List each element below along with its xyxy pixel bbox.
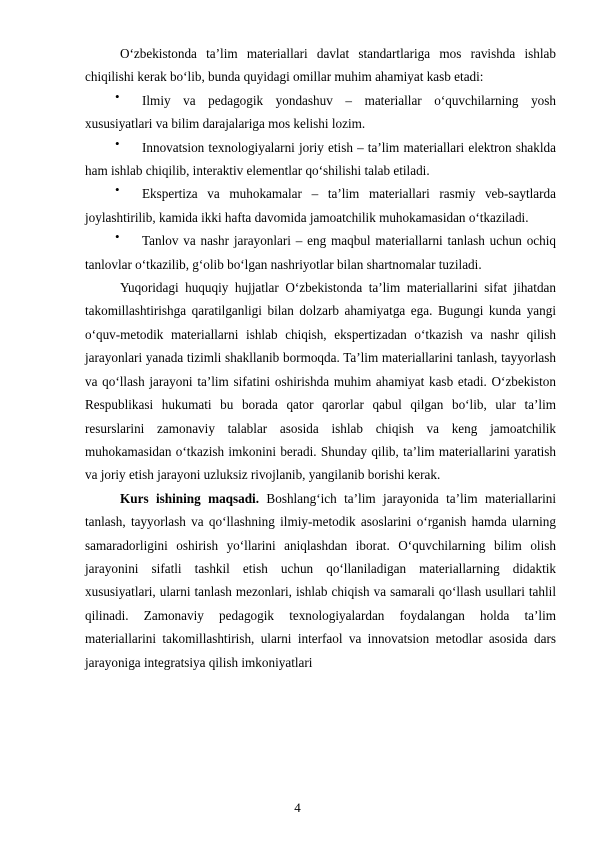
paragraph-course-goal bbox=[85, 487, 556, 674]
paragraph-legal-documents: Yuqoridagi huquqiy hujjatlar O‘zbekistonda ta’lim materiallarini sifat jihatdan takomillashtirishga qaratilganligi bilan dolzarb ahamiyatga ega. Bugungi kunda yangi o‘quv-metodik materiallarni ishlab chiqish, ekspertizadan o‘tkazish va nashr qilish jarayonlari yanada tizimli shakllanib bormoqda. Ta’lim materiallarini tanlash, tayyorlash va qo‘llash jarayoni ta’lim sifatini oshirishda muhim ahamiyat kasb etadi. O‘zbekiston Respublikasi hukumati bu borada qator qarorlar qabul qilgan bo‘lib, ular ta’lim resurslarini zamonaviy talablar asosida ishlab chiqish va keng jamoatchilik muhokamasidan o‘tkazish imkonini beradi. Shunday qilib, ta’lim materiallarini yaratish va joriy etish jarayoni uzluksiz rivojlanib, yangilanib borishi kerak. bbox=[85, 280, 556, 483]
course-goal-text: Boshlang‘ich ta’lim jarayonida ta’lim materiallarini tanlash, tayyorlash va qo‘llashning ilmiy-metodik asoslarini o‘rganish hamda ularning samaradorligini oshirish yo‘llarini aniqlashdan iborat. O‘quvchilarning bilim olish jarayonini sifatli tashkil etish uchun qo‘llaniladigan materiallarning didaktik xususiyatlari, ularni tanlash mezonlari, ishlab chiqish va samarali qo‘llash usullari tahlil qilinadi. Zamonaviy pedagogik texnologiyalardan foydalangan holda ta’lim materiallarini takomillashtirish, ularni interfaol va innovatsion metodlar asosida dars jarayoniga integratsiya qilish imkoniyatlari bbox=[85, 490, 557, 670]
list-item: • Innovatsion texnologiyalarni joriy etish – ta’lim materiallari elektron shaklda ham ishlab chiqilib, interaktiv elementlar qo‘shilishi talab etiladi. bbox=[85, 136, 556, 183]
course-goal-heading: Kurs ishining maqsadi. bbox=[120, 490, 260, 506]
list-item: • Ilmiy va pedagogik yondashuv – materiallar o‘quvchilarning yosh xususiyatlari va bilim darajalariga mos kelishi lozim. bbox=[85, 89, 556, 136]
list-item-text: Tanlov va nashr jarayonlari – eng maqbul materiallarni tanlash uchun ochiq tanlovlar o‘tkazilib, g‘olib bo‘lgan nashriyotlar bilan shartnomalar tuziladi. bbox=[85, 233, 556, 272]
list-item: • Ekspertiza va muhokamalar – ta’lim materiallari rasmiy veb-saytlarda joylashtirilib, kamida ikki hafta davomida jamoatchilik muhokamasidan o‘tkaziladi. bbox=[85, 182, 556, 229]
list-item: • Tanlov va nashr jarayonlari – eng maqbul materiallarni tanlash uchun ochiq tanlovlar o‘tkazilib, g‘olib bo‘lgan nashriyotlar bilan shartnomalar tuziladi. bbox=[85, 229, 556, 276]
paragraph-intro: O‘zbekistonda ta’lim materiallari davlat standartlariga mos ravishda ishlab chiqilishi kerak bo‘lib, bunda quyidagi omillar muhim ahamiyat kasb etadi: bbox=[85, 46, 556, 85]
list-item-text: Innovatsion texnologiyalarni joriy etish – ta’lim materiallari elektron shaklda ham ishlab chiqilib, interaktiv elementlar qo‘shilishi talab etiladi. bbox=[85, 139, 556, 179]
list-item-text: Ekspertiza va muhokamalar – ta’lim materiallari rasmiy veb-saytlarda joylashtirilib, kamida ikki hafta davomida jamoatchilik muhokamasidan o‘tkaziladi. bbox=[85, 186, 556, 225]
document-page bbox=[85, 42, 556, 674]
page-number: 4 bbox=[294, 800, 301, 815]
list-item-text: Ilmiy va pedagogik yondashuv – materiallar o‘quvchilarning yosh xususiyatlari va bilim darajalariga mos kelishi lozim. bbox=[85, 92, 556, 132]
